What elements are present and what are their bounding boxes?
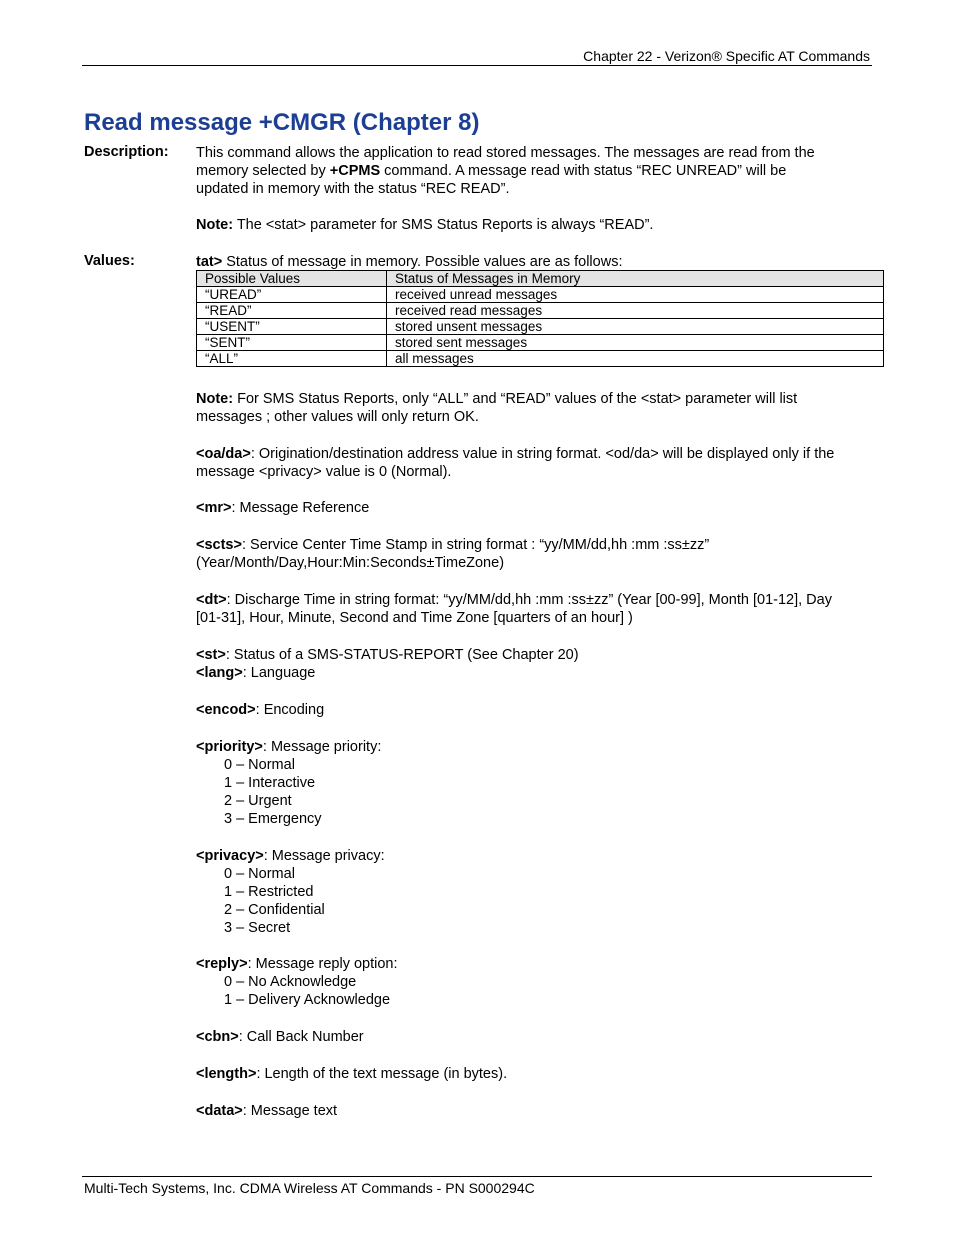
privacy-definition: [196, 847, 385, 937]
table-header-row: [197, 271, 884, 287]
data-definition: <data>: Message text: [196, 1103, 338, 1119]
list-item: 1 – Interactive: [224, 775, 316, 791]
list-item: 3 – Secret: [224, 920, 291, 936]
priority-heading: <priority>: Message priority:: [196, 739, 382, 755]
list-item: 2 – Confidential: [224, 902, 325, 918]
cbn-definition: <cbn>: Call Back Number: [196, 1029, 364, 1045]
stat-values-table: [196, 270, 884, 367]
oa-da-definition: <oa/da>: Origination/destination address value in string format. <od/da> will be displayed only if the message <privacy> value is 0 (Normal).: [196, 446, 835, 480]
table-cell: “ALL”: [197, 351, 387, 367]
description-label: Description:: [84, 144, 169, 160]
table-row: [197, 335, 884, 351]
table-cell: “USENT”: [197, 319, 387, 335]
list-item: 3 – Emergency: [224, 811, 322, 827]
reply-heading: <reply>: Message reply option:: [196, 956, 398, 972]
table-cell: “READ”: [197, 303, 387, 319]
list-item: 2 – Urgent: [224, 793, 292, 809]
page-title: Read message +CMGR (Chapter 8): [84, 109, 480, 136]
table-cell: all messages: [387, 351, 884, 367]
table-row: [197, 287, 884, 303]
footer-rule: [82, 1176, 872, 1177]
table-cell: stored unsent messages: [387, 319, 884, 335]
priority-definition: [196, 738, 381, 828]
privacy-heading: <privacy>: Message privacy:: [196, 848, 385, 864]
encod-definition: <encod>: Encoding: [196, 702, 325, 718]
list-item: 1 – Restricted: [224, 884, 314, 900]
dt-definition: <dt>: Discharge Time in string format: “yy/MM/dd,hh :mm :ss±zz” (Year [00-99], Month [01-12], Day [01-31], Hour, Minute, Second and Time Zone [quarters of an hour] ): [196, 592, 832, 626]
table-cell: received unread messages: [387, 287, 884, 303]
list-item: 0 – Normal: [224, 866, 295, 882]
description-text: This command allows the application to read stored messages. The messages are read from the memory selected by +CPMS command. A message read with status “REC UNREAD” will be updated in memory with the status “REC READ”.: [196, 145, 815, 197]
list-item: 0 – Normal: [224, 757, 295, 773]
values-label: Values:: [84, 253, 135, 269]
st-definition: <st>: Status of a SMS-STATUS-REPORT (See Chapter 20): [196, 647, 579, 663]
length-definition: <length>: Length of the text message (in bytes).: [196, 1066, 508, 1082]
footer-text: Multi-Tech Systems, Inc. CDMA Wireless AT Commands - PN S000294C: [84, 1180, 535, 1196]
table-cell: “UREAD”: [197, 287, 387, 303]
table-cell: “SENT”: [197, 335, 387, 351]
description-note: Note: The <stat> parameter for SMS Status Reports is always “READ”.: [196, 217, 654, 233]
stat-definition: tat> Status of message in memory. Possible values are as follows:: [196, 254, 623, 270]
list-item: 1 – Delivery Acknowledge: [224, 992, 391, 1008]
table-cell: received read messages: [387, 303, 884, 319]
table-row: [197, 319, 884, 335]
scts-definition: <scts>: Service Center Time Stamp in string format : “yy/MM/dd,hh :mm :ss±zz” (Year/Month/Day,Hour:Min:Seconds±TimeZone): [196, 537, 710, 571]
header-chapter: Chapter 22 - Verizon® Specific AT Commands: [583, 48, 870, 64]
reply-definition: [196, 955, 398, 1009]
values-note: Note: For SMS Status Reports, only “ALL” and “READ” values of the <stat> parameter will list messages ; other values will only return OK.: [196, 391, 798, 425]
lang-definition: <lang>: Language: [196, 665, 316, 681]
table-cell: stored sent messages: [387, 335, 884, 351]
table-row: [197, 351, 884, 367]
header-rule: [82, 65, 872, 66]
table-row: [197, 303, 884, 319]
table-header-cell: Status of Messages in Memory: [387, 271, 884, 287]
mr-definition: <mr>: Message Reference: [196, 500, 370, 516]
list-item: 0 – No Acknowledge: [224, 974, 357, 990]
table-header-cell: Possible Values: [197, 271, 387, 287]
